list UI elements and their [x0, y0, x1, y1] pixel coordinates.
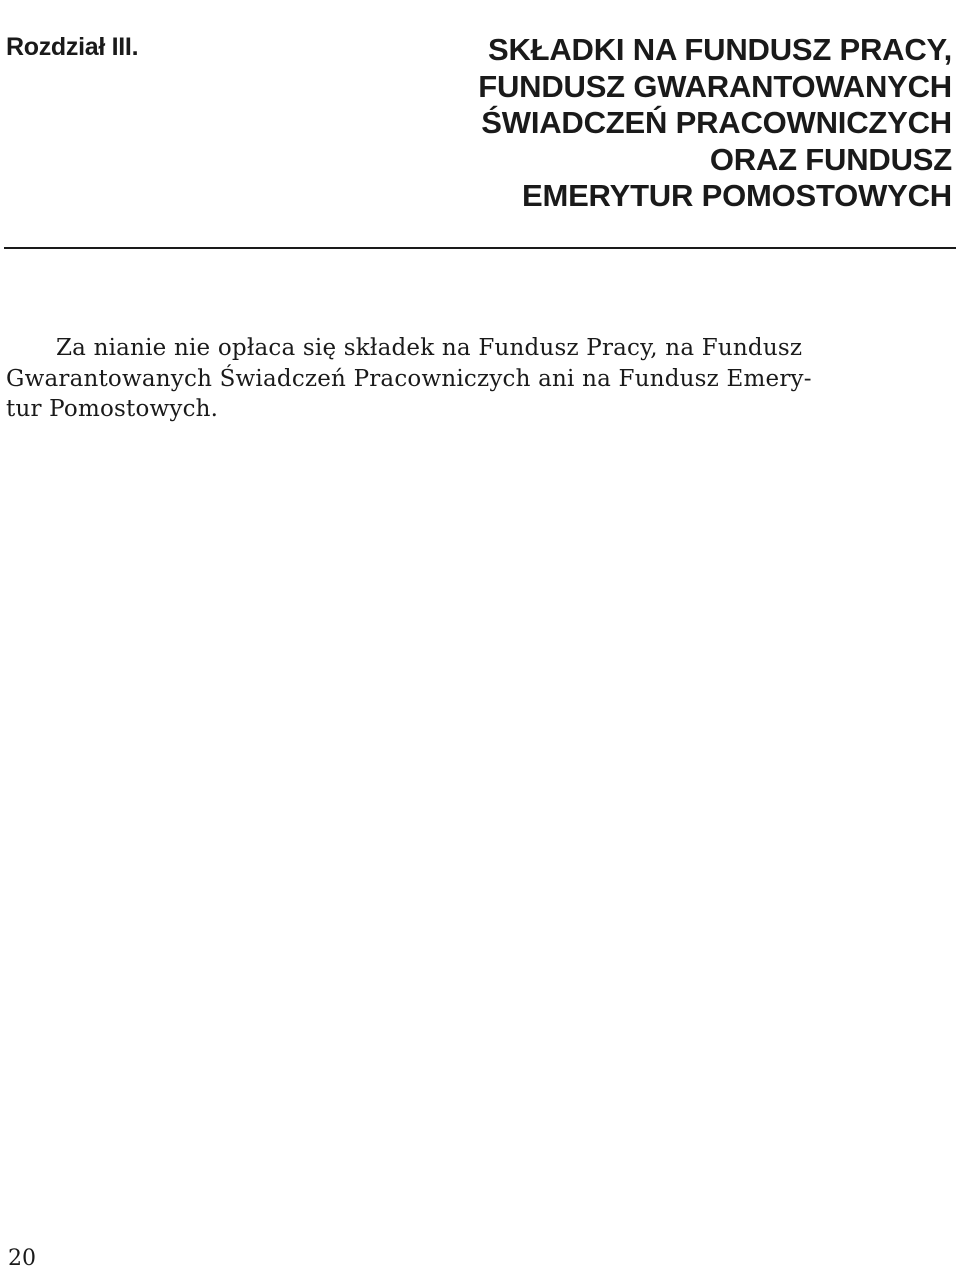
paragraph-line: Za nianie nie opłaca się składek na Fundusz Pracy, na Fundusz	[56, 335, 803, 361]
chapter-title	[478, 32, 952, 215]
header-divider	[4, 247, 956, 249]
chapter-title-line: EMERYTUR POMOSTOWYCH	[521, 178, 952, 213]
chapter-title-line: SKŁADKI NA FUNDUSZ PRACY,	[487, 32, 952, 67]
chapter-title-line: ORAZ FUNDUSZ	[709, 141, 952, 177]
paragraph-line: tur Pomostowych.	[6, 396, 219, 422]
chapter-title-line: ŚWIADCZEŃ PRACOWNICZYCH	[481, 105, 952, 140]
paragraph-line: Gwarantowanych Świadczeń Pracowniczych ani na Fundusz Emery-	[6, 365, 812, 392]
page-number: 20	[8, 1246, 36, 1271]
chapter-label: Rozdział III.	[6, 33, 139, 61]
body-paragraph	[6, 333, 956, 425]
chapter-title-line: FUNDUSZ GWARANTOWANYCH	[478, 68, 952, 104]
